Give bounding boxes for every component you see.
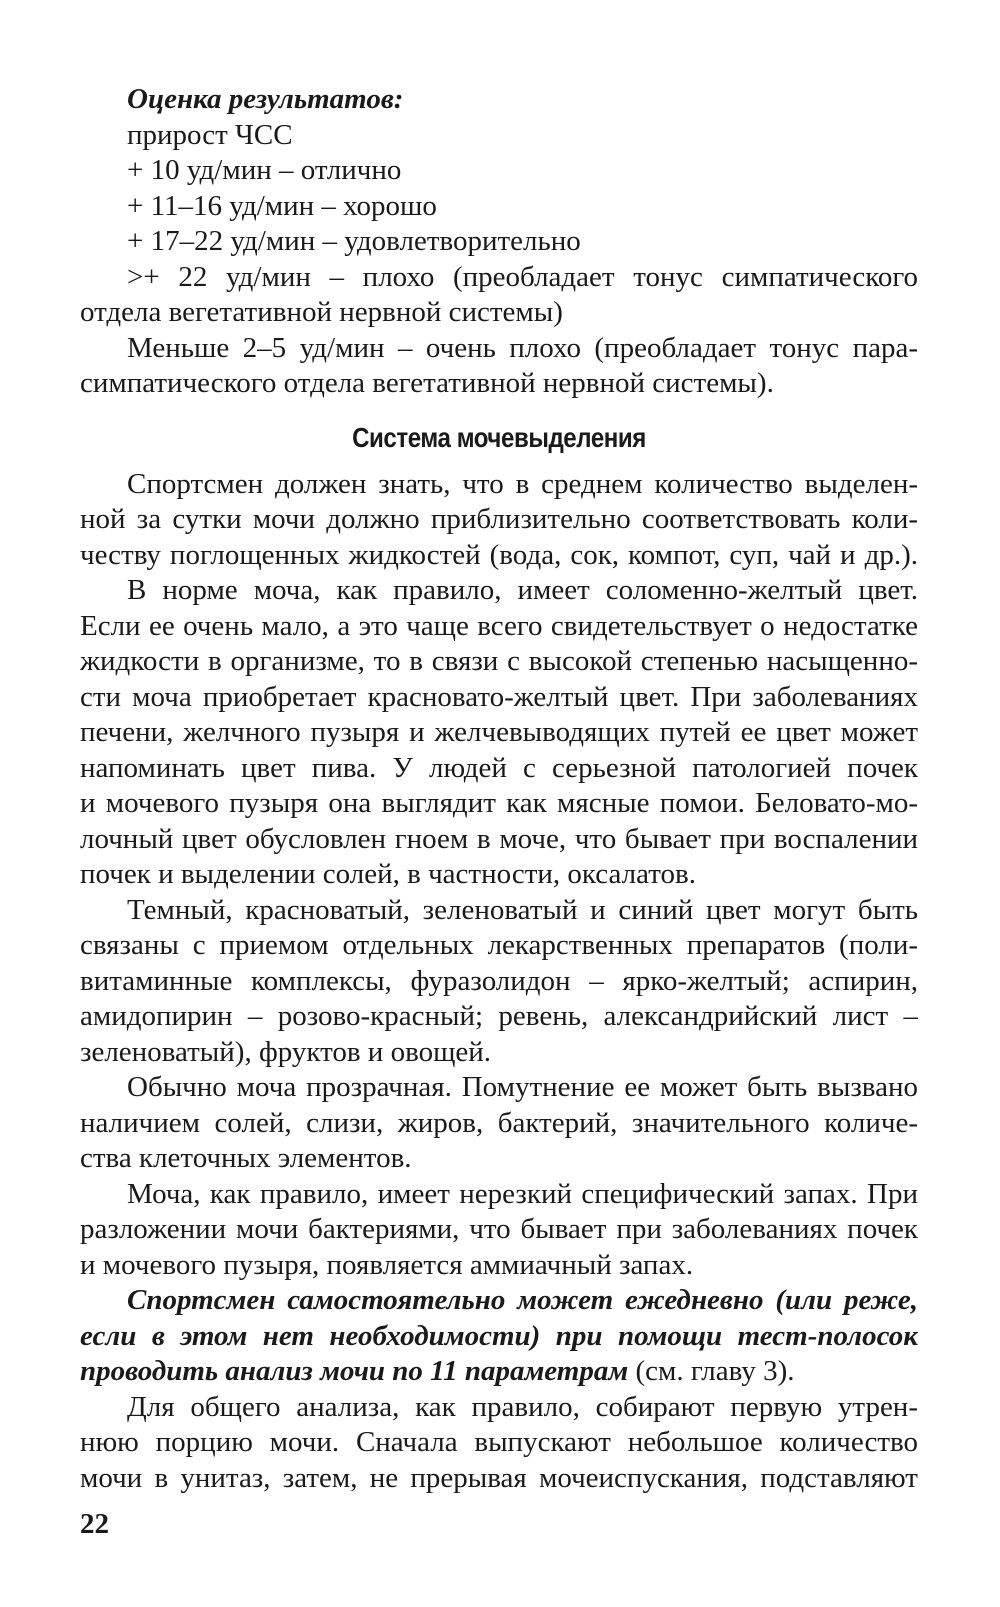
results-bad-line: >+ 22 уд/мин – плохо (преобладает тонус симпатического (127, 260, 918, 293)
text-line: печени, желчного пузыря и желчевыводящих путей ее цвет может (80, 716, 918, 748)
text-line: напоминать цвет пива. У людей с серьезной патологией почек (80, 751, 918, 784)
text-line: жидкости в организме, то в связи с высокой степенью насыщенно- (80, 645, 918, 677)
page-content (80, 82, 918, 1496)
results-line: + 10 уд/мин – отлично (127, 154, 402, 186)
bold-paragraph (80, 1283, 918, 1390)
text-line: почек и выделении солей, в частности, оксалатов. (80, 858, 696, 890)
text-line: сти моча приобретает красновато-желтый цвет. При заболеваниях (80, 680, 918, 713)
paragraph-1 (80, 467, 918, 574)
results-verybad-line: Меньше 2–5 уд/мин – очень плохо (преобладает тонус пара- (127, 331, 918, 364)
text-line: Спортсмен должен знать, что в среднем количество выделен- (127, 467, 918, 500)
text-line: ства клеточных элементов. (80, 1142, 412, 1174)
section-heading: Система мочевыделения (352, 421, 646, 453)
bold-text-line: если в этом нет необходимости) при помощи тест-полосок (80, 1319, 918, 1352)
paragraph-2 (80, 573, 918, 893)
text-line: ной за сутки мочи должно приблизительно соответствовать коли- (80, 503, 918, 535)
text-line: В норме моча, как правило, имеет соломенно-желтый цвет. (127, 574, 918, 606)
mixed-text-line (80, 1354, 918, 1390)
paragraph-4 (80, 1070, 918, 1177)
text-line: и мочевого пузыря она выглядит как мясные помои. Беловато-мо- (80, 787, 918, 819)
results-verybad-line: симпатического отдела вегетативной нервной системы). (80, 367, 774, 399)
text-line: мочи в унитаз, затем, не прерывая мочеиспускания, подставляют (80, 1461, 918, 1494)
paragraph-5 (80, 1177, 918, 1284)
text-line: Обычно моча прозрачная. Помутнение ее может быть вызвано (127, 1071, 918, 1103)
text-line: наличием солей, слизи, жиров, бактерий, значительного количе- (80, 1106, 918, 1139)
text-line: Для общего анализа, как правило, собирают первую утрен- (127, 1390, 918, 1423)
text-line: связаны с приемом отдельных лекарственных препаратов (поли- (80, 929, 918, 961)
text-line: амидопирин – розово-красный; ревень, александрийский лист – (80, 1000, 918, 1032)
plain-text-fragment: (см. главу 3). (628, 1355, 795, 1387)
text-line: зеленоватый), фруктов и овощей. (80, 1035, 492, 1068)
text-line: витаминные комплексы, фуразолидон – ярко-желтый; аспирин, (80, 964, 918, 997)
results-bad-line: отдела вегетативной нервной системы) (80, 296, 563, 328)
text-line: разложении мочи бактериями, что бывает при заболеваниях почек (80, 1213, 918, 1245)
results-line: + 11–16 уд/мин – хорошо (127, 189, 437, 222)
text-line: Моча, как правило, имеет нерезкий специфический запах. При (127, 1177, 918, 1210)
text-line: честву поглощенных жидкостей (вода, сок, компот, суп, чай и др.). (80, 538, 918, 571)
text-line: и мочевого пузыря, появляется аммиачный запах. (80, 1248, 694, 1281)
results-line: + 17–22 уд/мин – удовлетворительно (127, 225, 581, 257)
text-line: нюю порцию мочи. Сначала выпускают небольшое количество (80, 1426, 918, 1458)
results-block (80, 82, 918, 402)
bold-text-fragment: проводить анализ мочи по 11 параметрам (80, 1355, 629, 1387)
paragraph-3 (80, 893, 918, 1071)
text-line: Темный, красноватый, зеленоватый и синий цвет могут быть (127, 893, 918, 926)
page-number: 22 (80, 1508, 109, 1540)
bold-text-line: Спортсмен самостоятельно может ежедневно (или реже, (127, 1284, 918, 1316)
text-line: Если ее очень мало, а это чаще всего свидетельствует о недостатке (80, 609, 918, 642)
results-title: Оценка результатов: (127, 83, 404, 115)
results-line: прирост ЧСС (127, 118, 293, 151)
paragraph-last (80, 1390, 918, 1497)
text-line: лочный цвет обусловлен гноем в моче, что бывает при воспалении (80, 822, 918, 855)
